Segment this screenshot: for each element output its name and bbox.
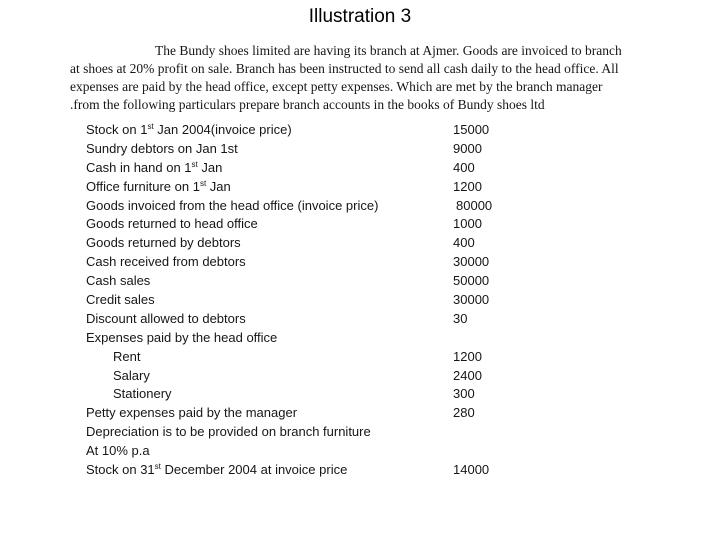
item-label: Cash received from debtors: [86, 254, 246, 270]
item-label: Stationery: [113, 386, 172, 402]
item-label: Depreciation is to be provided on branch furniture: [86, 424, 371, 440]
item-label: Stock on 1st Jan 2004(invoice price): [86, 122, 292, 137]
item-value: 1200: [453, 178, 482, 194]
item-value: 2400: [453, 367, 482, 383]
intro-line: at shoes at 20% profit on sale. Branch has been instructed to send all cash daily to the head office. All: [70, 61, 619, 76]
item-label: Sundry debtors on Jan 1st: [86, 140, 238, 156]
slide-title: Illustration 3: [308, 6, 412, 27]
list-item-credit-sales: [86, 291, 526, 310]
intro-line: .from the following particulars prepare branch accounts in the books of Bundy shoes ltd: [70, 97, 545, 112]
particulars-list: [86, 121, 526, 480]
item-value: 280: [453, 405, 475, 421]
item-value: 400: [453, 159, 475, 175]
item-value: 15000: [453, 122, 490, 137]
item-value: 300: [453, 386, 475, 402]
item-label: Discount allowed to debtors: [86, 310, 246, 326]
list-item-salary: [86, 367, 526, 386]
item-value: 9000: [453, 140, 482, 156]
list-item-stock-close: [86, 461, 526, 480]
list-item-expenses-head: [86, 329, 526, 348]
intro-paragraph: [70, 42, 652, 114]
item-value: 14000: [453, 462, 490, 478]
item-label: Credit sales: [86, 292, 155, 308]
item-value: 80000: [456, 197, 493, 213]
item-label: Salary: [113, 367, 150, 383]
list-item-cash-sales: [86, 272, 526, 291]
list-item-discount-allowed: [86, 310, 526, 329]
item-label: Stock on 31st December 2004 at invoice price: [86, 462, 348, 478]
item-label: Office furniture on 1st Jan: [86, 178, 231, 194]
item-value: 400: [453, 235, 475, 251]
item-label: Expenses paid by the head office: [86, 329, 278, 345]
intro-line: The Bundy shoes limited are having its branch at Ajmer. Goods are invoiced to branch: [155, 43, 622, 58]
intro-line: expenses are paid by the head office, except petty expenses. Which are met by the branch manager: [70, 79, 603, 94]
list-item-cash-in-hand: [86, 159, 526, 178]
list-item-goods-returned-debtors: [86, 234, 526, 253]
list-item-petty-expenses: [86, 404, 526, 423]
item-label: Goods returned to head office: [86, 216, 258, 232]
list-item-goods-invoiced: [86, 197, 526, 216]
item-value: 30: [453, 310, 468, 326]
list-item-depreciation-note: [86, 423, 526, 442]
item-label: Goods invoiced from the head office (invoice price): [86, 197, 379, 213]
list-item-sundry-debtors: [86, 140, 526, 159]
item-value: 1000: [453, 216, 482, 232]
item-value: 1200: [453, 348, 482, 364]
list-item-stationery: [86, 385, 526, 404]
list-item-cash-received: [86, 253, 526, 272]
list-item-rent: [86, 348, 526, 367]
item-value: 30000: [453, 292, 490, 308]
list-item-depreciation-rate: [86, 442, 526, 461]
item-label: Petty expenses paid by the manager: [86, 405, 298, 421]
item-label: Cash in hand on 1st Jan: [86, 159, 223, 175]
list-item-goods-returned-ho: [86, 215, 526, 234]
item-value: 30000: [453, 254, 490, 270]
item-label: Cash sales: [86, 273, 151, 289]
item-label: At 10% p.a: [86, 443, 150, 459]
item-label: Goods returned by debtors: [86, 235, 241, 251]
list-item-office-furniture: [86, 178, 526, 197]
item-value: 50000: [453, 273, 490, 289]
item-label: Rent: [113, 348, 141, 364]
list-item-stock-open: [86, 121, 526, 140]
